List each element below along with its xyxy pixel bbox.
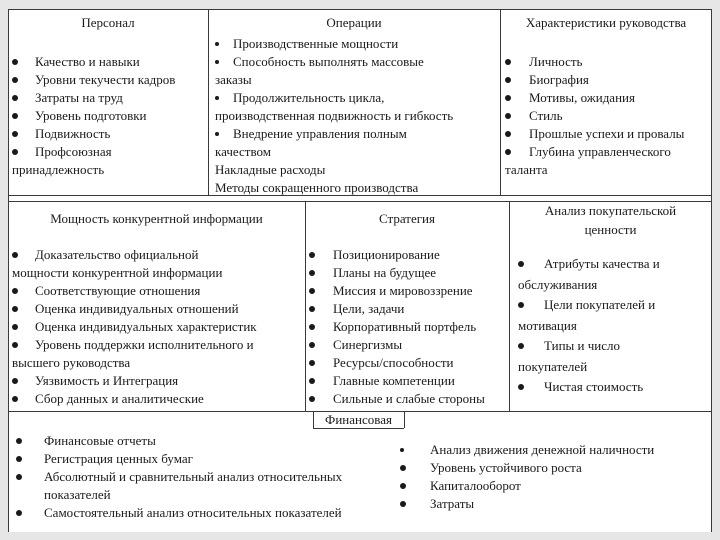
list-item: Финансовые отчеты <box>16 432 401 450</box>
intel-list <box>12 246 304 408</box>
bullet-icon <box>309 252 315 258</box>
list-item: Цели, задачи <box>309 300 509 318</box>
list-item: Доказательство официальной <box>12 246 304 264</box>
list-item: Главные компетенции <box>309 372 509 390</box>
list-item: Стиль <box>505 107 711 125</box>
list-item: Соответствующие отношения <box>12 282 304 300</box>
list-item: Оценка индивидуальных характеристик <box>12 318 304 336</box>
bullet-icon <box>505 131 511 137</box>
list-item: Глубина управленческого <box>505 143 711 161</box>
col-divider-1 <box>208 9 209 195</box>
intel-title: Мощность конкурентной информации <box>50 211 263 226</box>
list-item: Подвижность <box>12 125 206 143</box>
list-item: Затраты на труд <box>12 89 206 107</box>
bullet-icon <box>518 343 524 349</box>
col-divider-2 <box>500 9 501 195</box>
bullet-icon <box>309 324 315 330</box>
list-item: Накладные расходы <box>215 162 326 177</box>
list-item-continuation: таланта <box>505 162 548 177</box>
list-item: Анализ движения денежной наличности <box>400 441 705 459</box>
competitor-analysis-table <box>8 9 712 532</box>
list-item: Профсоюзная <box>12 143 206 161</box>
list-item-continuation: мотивация <box>518 317 577 333</box>
bullet-icon <box>400 483 406 489</box>
list-item: Внедрение управления полным <box>215 125 499 143</box>
finance-right-list <box>400 441 705 513</box>
list-item-continuation: показателей <box>44 487 111 502</box>
list-item: Абсолютный и сравнительный анализ относительных <box>16 468 401 486</box>
list-item: Уровни текучести кадров <box>12 71 206 89</box>
finance-title: Финансовая <box>325 412 392 427</box>
bullet-icon <box>12 252 18 258</box>
bullet-icon <box>309 288 315 294</box>
bullet-icon <box>16 456 22 462</box>
bullet-icon <box>505 113 511 119</box>
buyer-value-list <box>518 254 710 398</box>
bullet-icon <box>12 113 18 119</box>
strategy-list <box>309 246 509 408</box>
list-item-continuation: обслуживания <box>518 276 598 292</box>
list-item: Продолжительность цикла, <box>215 89 499 107</box>
leadership-title: Характеристики руководства <box>525 15 687 30</box>
list-item: Синергизмы <box>309 336 509 354</box>
finance-title-right <box>404 411 405 428</box>
bullet-icon <box>400 465 406 471</box>
bullet-icon <box>505 149 511 155</box>
bullet-icon <box>16 438 22 444</box>
bullet-icon <box>12 342 18 348</box>
bullet-icon <box>309 270 315 276</box>
list-item: Капиталооборот <box>400 477 705 495</box>
list-item: Качество и навыки <box>12 53 206 71</box>
operations-title: Операции <box>326 15 382 30</box>
bullet-icon <box>12 378 18 384</box>
list-item: Затраты <box>400 495 705 513</box>
bullet-icon <box>16 474 22 480</box>
table-top-border <box>8 9 712 10</box>
list-item: Миссия и мировоззрение <box>309 282 509 300</box>
bullet-icon <box>518 384 524 390</box>
list-item: Уровень подготовки <box>12 107 206 125</box>
bullet-icon <box>505 95 511 101</box>
bullet-icon <box>400 501 406 507</box>
list-item: Ресурсы/способности <box>309 354 509 372</box>
list-item: Личность <box>505 53 711 71</box>
bullet-icon <box>215 96 219 100</box>
bullet-icon <box>12 324 18 330</box>
buyer-value-title <box>509 201 712 239</box>
list-item-continuation: качеством <box>215 144 271 159</box>
list-item-continuation: производственная подвижность и гибкость <box>215 108 454 123</box>
bullet-icon <box>309 342 315 348</box>
bullet-icon <box>518 261 524 267</box>
bullet-icon <box>215 42 219 46</box>
finance-left-list <box>16 432 401 522</box>
list-item: Методы сокращенного производства <box>215 180 419 195</box>
list-item-continuation: принадлежность <box>12 162 105 177</box>
table-right-border <box>711 9 712 532</box>
list-item-continuation: заказы <box>215 72 252 87</box>
list-item: Уровень поддержки исполнительного и <box>12 336 304 354</box>
list-item: Сильные и слабые стороны <box>309 390 509 408</box>
leadership-list <box>505 53 711 179</box>
list-item: Самостоятельный анализ относительных показателей <box>16 504 401 522</box>
list-item: Атрибуты качества и <box>518 254 710 275</box>
bullet-icon <box>12 288 18 294</box>
list-item: Цели покупателей и <box>518 295 710 316</box>
bullet-icon <box>12 131 18 137</box>
list-item: Уязвимость и Интеграция <box>12 372 304 390</box>
list-item: Сбор данных и аналитические <box>12 390 304 408</box>
bullet-icon <box>12 149 18 155</box>
list-item: Типы и число <box>518 336 710 357</box>
buyer-value-title-line: ценности <box>584 222 637 237</box>
bullet-icon <box>309 360 315 366</box>
list-item: Корпоративный портфель <box>309 318 509 336</box>
list-item: Биография <box>505 71 711 89</box>
list-item: Регистрация ценных бумаг <box>16 450 401 468</box>
table-left-border <box>8 9 9 532</box>
bullet-icon <box>505 59 511 65</box>
bullet-icon <box>16 510 22 516</box>
buyer-value-title-line: Анализ покупательской <box>544 203 677 218</box>
list-item: Оценка индивидуальных отношений <box>12 300 304 318</box>
bullet-icon <box>12 59 18 65</box>
list-item-continuation: мощности конкурентной информации <box>12 265 223 280</box>
bullet-icon <box>309 378 315 384</box>
personnel-title: Персонал <box>81 15 135 30</box>
bullet-icon <box>215 60 219 64</box>
bullet-icon <box>12 396 18 402</box>
bullet-icon <box>12 306 18 312</box>
bullet-icon <box>215 132 219 136</box>
list-item: Производственные мощности <box>215 35 499 53</box>
list-item: Прошлые успехи и провалы <box>505 125 711 143</box>
bullet-icon <box>518 302 524 308</box>
bullet-icon <box>309 396 315 402</box>
personnel-list <box>12 53 206 179</box>
list-item: Чистая стоимость <box>518 377 710 398</box>
bullet-icon <box>400 448 404 452</box>
list-item: Планы на будущее <box>309 264 509 282</box>
bullet-icon <box>309 306 315 312</box>
col-divider-3 <box>305 201 306 411</box>
operations-list <box>215 35 499 197</box>
list-item: Уровень устойчивого роста <box>400 459 705 477</box>
bullet-icon <box>12 77 18 83</box>
bullet-icon <box>12 95 18 101</box>
bullet-icon <box>505 77 511 83</box>
list-item-continuation: высшего руководства <box>12 355 131 370</box>
strategy-title: Стратегия <box>379 211 435 226</box>
list-item: Позиционирование <box>309 246 509 264</box>
list-item: Мотивы, ожидания <box>505 89 711 107</box>
list-item: Способность выполнять массовые <box>215 53 499 71</box>
list-item-continuation: покупателей <box>518 358 588 374</box>
